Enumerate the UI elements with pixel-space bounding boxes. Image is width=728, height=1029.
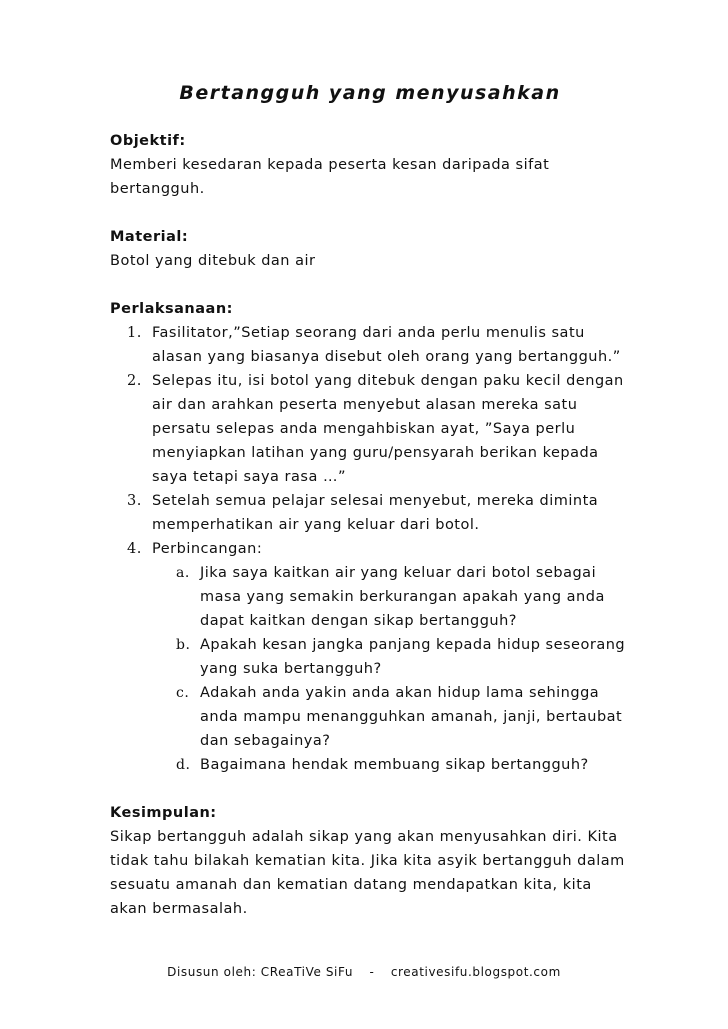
discussion-item	[176, 633, 630, 681]
perlaksanaan-heading: Perlaksanaan:	[110, 301, 233, 317]
kesimpulan-heading: Kesimpulan:	[110, 805, 217, 821]
step-text: Selepas itu, isi botol yang ditebuk dengan paku kecil dengan air dan arahkan peserta menyebut alasan mereka satu persatu selepas anda mengahbiskan ayat, ”Saya perlu menyiapkan latihan yang guru/pensyarah berikan kepada saya tetapi saya rasa …”	[152, 373, 624, 485]
footer-site: creativesifu.blogspot.com	[390, 965, 561, 979]
step-text: Perbincangan:	[152, 541, 263, 557]
discussion-item	[176, 753, 630, 777]
document-title: Bertangguh yang menyusahkan	[179, 82, 561, 104]
step-number: 1.	[127, 325, 142, 341]
discussion-text: Adakah anda yakin anda akan hidup lama sehingga anda mampu menangguhkan amanah, janji, bertaubat dan sebagainya?	[200, 685, 623, 749]
material-heading: Material:	[110, 229, 189, 245]
kesimpulan-section	[110, 801, 630, 921]
page-footer	[0, 964, 728, 980]
objektif-heading: Objektif:	[110, 133, 186, 149]
document-page	[110, 80, 630, 945]
step-item	[127, 369, 630, 489]
discussion-text: Apakah kesan jangka panjang kepada hidup seseorang yang suka bertangguh?	[200, 637, 626, 677]
discussion-text: Bagaimana hendak membuang sikap bertangguh?	[200, 757, 589, 773]
discussion-item	[176, 561, 630, 633]
objektif-text: Memberi kesedaran kepada peserta kesan daripada sifat bertangguh.	[110, 157, 550, 197]
kesimpulan-text: Sikap bertangguh adalah sikap yang akan menyusahkan diri. Kita tidak tahu bilakah kematian kita. Jika kita asyik bertangguh dalam sesuatu amanah dan kematian datang mendapatkan kita, kita akan bermasalah.	[110, 829, 625, 917]
discussion-item	[176, 681, 630, 753]
discussion-letter: b.	[176, 637, 191, 653]
material-section	[110, 225, 630, 273]
discussion-letter: a.	[176, 565, 190, 581]
step-item	[127, 489, 630, 537]
material-text: Botol yang ditebuk dan air	[110, 253, 316, 269]
footer-separator: -	[369, 965, 375, 979]
objektif-section	[110, 129, 630, 201]
step-number: 4.	[127, 541, 142, 557]
steps-list	[110, 321, 630, 777]
discussion-list	[152, 561, 630, 777]
step-text: Setelah semua pelajar selesai menyebut, mereka diminta memperhatikan air yang keluar dari botol.	[152, 493, 599, 533]
step-text: Fasilitator,”Setiap seorang dari anda perlu menulis satu alasan yang biasanya disebut oleh orang yang bertangguh.”	[152, 325, 621, 365]
discussion-letter: d.	[176, 757, 191, 773]
discussion-letter: c.	[176, 685, 190, 701]
footer-author: Disusun oleh: CReaTiVe SiFu	[167, 965, 354, 979]
step-number: 2.	[127, 373, 142, 389]
step-item	[127, 321, 630, 369]
perlaksanaan-section	[110, 297, 630, 777]
step-number: 3.	[127, 493, 142, 509]
discussion-text: Jika saya kaitkan air yang keluar dari botol sebagai masa yang semakin berkurangan apakah yang anda dapat kaitkan dengan sikap bertangguh?	[200, 565, 605, 629]
step-item	[127, 537, 630, 777]
